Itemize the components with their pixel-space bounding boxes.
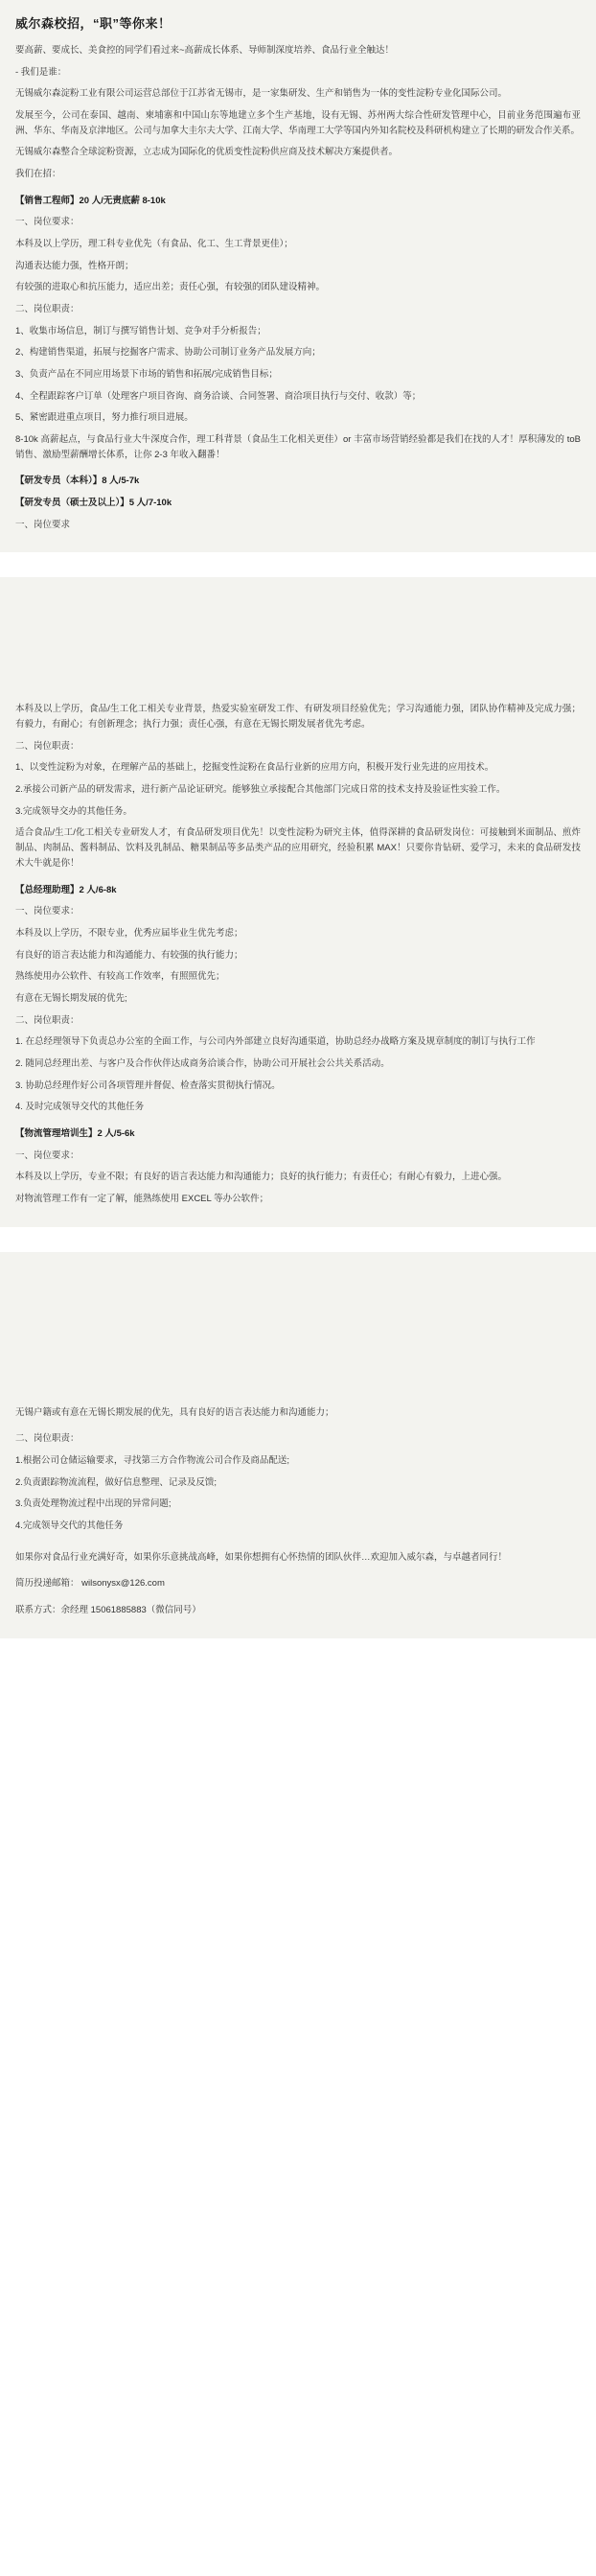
- section-divider: [0, 552, 596, 577]
- paragraph: 熟练使用办公软件、有较高工作效率，有照照优先；: [15, 971, 225, 983]
- job-title-rd-master: 【研发专员（硕士及以上）】5 人/7-10k: [15, 498, 172, 509]
- blank-space: [15, 587, 581, 702]
- paragraph: 3.负责处理物流过程中出现的异常问题;: [15, 1498, 172, 1510]
- job-title-sales-engineer: 【销售工程师】20 人/无责底薪 8-10k: [15, 195, 166, 206]
- paragraph: 3.完成领导交办的其他任务。: [15, 805, 132, 817]
- paragraph: 2.负责跟踪物流流程，做好信息整理、记录及反馈;: [15, 1476, 218, 1488]
- section-rd-and-assistant: [0, 577, 596, 1226]
- job-title-gm-assistant: 【总经理助理】2 人/6-8k: [15, 884, 117, 895]
- section-logistics-and-contact: [0, 1252, 596, 1638]
- paragraph: 3、负责产品在不同应用场景下市场的销售和拓展/完成销售目标；: [15, 369, 278, 381]
- paragraph: 5、紧密跟进重点项目，努力推行项目进展。: [15, 412, 194, 424]
- paragraph: 一、岗位要求：: [15, 906, 80, 917]
- paragraph: 1、收集市场信息，制订与撰写销售计划、竞争对手分析报告；: [15, 325, 266, 337]
- paragraph: 要高薪、要成长、美食控的同学们看过来~高薪成长体系、导师制深度培养、食品行业全触达！: [15, 45, 395, 56]
- paragraph: 我们在招：: [15, 169, 61, 180]
- paragraph: 无锡户籍或有意在无锡长期发展的优先，具有良好的语言表达能力和沟通能力；: [15, 1406, 334, 1418]
- job-title-rd-bachelor: 【研发专员（本科）】8 人/5-7k: [15, 476, 140, 487]
- job-title-logistics-trainee: 【物流管理培训生】2 人/5-6k: [15, 1127, 135, 1139]
- section-divider: [0, 1227, 596, 1252]
- closing-paragraph: 如果你对食品行业充满好奇，如果你乐意挑战高峰，如果你想拥有心怀热情的团队伙伴…欢迎加入威尔森，与卓越者同行！: [15, 1551, 508, 1563]
- blank-space: [15, 1541, 581, 1550]
- paragraph: 2.承接公司新产品的研发需求，进行新产品论证研究。能够独立承接配合其他部门完成日常的技术支持及验证性实验工作。: [15, 784, 506, 796]
- paragraph: 本科及以上学历，理工科专业优先（有食品、化工、生工背景更佳）；: [15, 239, 293, 250]
- paragraph: 二、岗位职责：: [15, 1433, 80, 1445]
- paragraph: 有较强的进取心和抗压能力，适应出差；责任心强，有较强的团队建设精神。: [15, 282, 326, 293]
- paragraph: 1.根据公司仓储运输要求，寻找第三方合作物流公司合作及商品配送;: [15, 1454, 290, 1466]
- paragraph: 沟通表达能力强，性格开朗；: [15, 260, 134, 271]
- section-recruitment-intro: [0, 0, 596, 552]
- paragraph: 本科及以上学历，专业不限；有良好的语言表达能力和沟通能力；良好的执行能力；有责任心；有耐心有毅力，上进心强。: [15, 1172, 508, 1183]
- paragraph: 二、岗位职责：: [15, 740, 80, 752]
- page-title: 威尔森校招，“职”等你来！: [15, 16, 172, 31]
- paragraph: 一、岗位要求：: [15, 217, 80, 228]
- paragraph: 有意在无锡长期发展的优先;: [15, 992, 127, 1004]
- paragraph: 8-10k 高薪起点，与食品行业大牛深度合作，理工科背景（食品生工化相关更佳）or 丰富市场营销经验都是我们在找的人才！厚积薄发的 toB 销售、激励型薪酬增长体系，让你 2-3 年收入翻番！: [15, 434, 581, 460]
- paragraph: - 我们是谁：: [15, 66, 67, 78]
- paragraph: 无锡威尔森整合全球淀粉资源，立志成为国际化的优质变性淀粉供应商及技术解决方案提供者。: [15, 147, 399, 158]
- paragraph: 无锡威尔森淀粉工业有限公司运营总部位于江苏省无锡市，是一家集研发、生产和销售为一体的变性淀粉专业化国际公司。: [15, 88, 508, 100]
- paragraph: 一、岗位要求：: [15, 1149, 80, 1161]
- paragraph: 3. 协助总经理作好公司各项管理并督促、检查落实贯彻执行情况。: [15, 1079, 281, 1091]
- contact-phone: 联系方式：余经理 15061885883（微信同号）: [15, 1604, 201, 1615]
- paragraph: 对物流管理工作有一定了解，能熟练使用 EXCEL 等办公软件；: [15, 1193, 269, 1204]
- paragraph: 1、以变性淀粉为对象，在理解产品的基础上，挖掘变性淀粉在食品行业新的应用方向，积极开发行业先进的应用技术。: [15, 762, 494, 774]
- paragraph: 2、构建销售渠道，拓展与挖掘客户需求、协助公司制订业务产品发展方向；: [15, 347, 321, 359]
- paragraph: 二、岗位职责：: [15, 1014, 80, 1026]
- resume-email: 简历投递邮箱： wilsonysx@126.com: [15, 1578, 165, 1590]
- paragraph: 4、全程跟踪客户订单（处理客户项目咨询、商务洽谈、合同签署、商洽项目执行与交付、收款）等；: [15, 390, 422, 402]
- paragraph: 2. 随同总经理出差、与客户及合作伙伴达成商务洽谈合作，协助公司开展社会公共关系活动。: [15, 1057, 390, 1069]
- paragraph: 发展至今，公司在泰国、越南、柬埔寨和中国山东等地建立多个生产基地，设有无锡、苏州两大综合性研发管理中心，目前业务范围遍布亚洲、华东、华南及京津地区。公司与加拿大圭尔夫大学、江南大学、华南理工大学等国内外知名院校及科研机构建立了长期的研发合作关系。: [15, 110, 581, 136]
- paragraph: 二、岗位职责：: [15, 304, 80, 315]
- paragraph: 有良好的语言表达能力和沟通能力、有较强的执行能力；: [15, 949, 243, 961]
- paragraph: 4.完成领导交代的其他任务: [15, 1520, 124, 1531]
- paragraph: 本科及以上学历，不限专业，优秀应届毕业生优先考虑；: [15, 927, 243, 939]
- blank-space: [15, 1262, 581, 1405]
- paragraph: 一、岗位要求: [15, 519, 71, 530]
- paragraph: 适合食品/生工/化工相关专业研发人才，有食品研发项目优先！以变性淀粉为研究主体，值得深耕的食品研发岗位：可接触到米面制品、煎炸制品、肉制品、酱料制品、饮料及乳制品、糖果制品等多品类产品的应用研究，经验积累 MAX！只要你肯钻研、爱学习，未来的食品研发技术大牛就是你！: [15, 827, 581, 869]
- paragraph: 本科及以上学历，食品/生工化工相关专业背景，热爱实验室研发工作、有研发项目经验优先；学习沟通能力强，团队协作精神及完成力强；有毅力，有耐心；有创新理念；执行力强；责任心强，有意在无锡长期发展者优先考虑。: [15, 704, 581, 731]
- paragraph: 4. 及时完成领导交代的其他任务: [15, 1102, 145, 1113]
- paragraph: 1. 在总经理领导下负责总办公室的全面工作，与公司内外部建立良好沟通渠道，协助总经办战略方案及规章制度的制订与执行工作: [15, 1036, 536, 1048]
